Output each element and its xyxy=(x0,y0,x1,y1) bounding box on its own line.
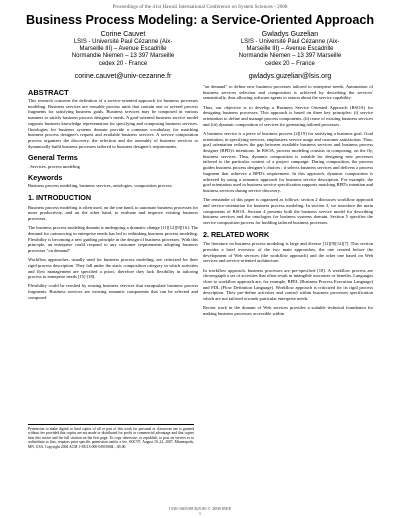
general-terms-text: . Services, process modeling xyxy=(28,163,80,169)
abstract-heading: ABSTRACT xyxy=(28,88,69,97)
paper-title: Business Process Modeling: a Service-Oriented Approach xyxy=(25,13,375,27)
author-affiliation-line: Marseille III) – Avenue Escadrille xyxy=(246,46,334,53)
introduction-heading: 1. INTRODUCTION xyxy=(28,192,92,202)
isbn-line: 1530-1605/08 $25.00 © 2008 IEEE xyxy=(168,506,232,511)
author-block xyxy=(48,31,198,81)
body-paragraph: Recent work in the domain of Web services provides a suitable technical foundation for making business processes accessible within xyxy=(203,305,373,316)
author-affiliation-line: LSIS - Université Paul Cézanne (Aix- xyxy=(240,39,340,45)
proceedings-header: Proceedings of the 41st Hawaii International Conference on System Sciences - 2008 xyxy=(112,4,288,10)
left-column xyxy=(28,88,198,304)
copyright-notice: Permission to make digital or hard copies of all or part of this work for personal or classroom use is granted without fee provided that copies are not made or distributed for profit or commercial advantage and that copies bear this notice and the full citation on the first page. To copy otherwise, or republish, to post on servers or to redistribute to lists, requires prior specific permission and/or a fee. SOC'07, August 19–22, 2007, Minneapolis, MN, USA. Copyright 2004 ACM 1-58113-000-0/00/0004…$5.00. xyxy=(28,424,194,449)
keywords-heading: Keywords xyxy=(28,172,63,182)
body-paragraph: A business service is a piece of business process [2][19] for satisfying a business goal. Goal orientation, in specifying services, emphasizes service usage and customer satisfaction. Thus, goal orientation reduces the gap between available business services and business process designer (BPD)'s intentions. In BSOA, process modeling consists in composing, on the fly, business services. Thus, dynamic composition is suitable for designing new processes tailored to the particular context of a project campaign. During composition, the process guides business process designer's choices ; it selects business services and delivers a process fragment that achieves a BPD's requirement. In this approach, dynamic composition is achieved by using a semantic approach for business service description. For example, the goal orientation used in business service specification supports matching BPD's intention and business services during service discovery. xyxy=(203,130,373,193)
author-affiliation-line: LSIS - Université Paul Cézanne (Aix- xyxy=(73,39,173,45)
page-number: 1 xyxy=(198,511,202,516)
introduction-paragraph: The business process modeling domain is undergoing a dramatic change [11][12][9][16]. The demand for outsourcing in enterprise needs has led to rethinking business process modeling. Flexibility is becoming a new guiding principle in the design of business processes. With this principle, an enterprise could respond to any customer requirements adopting business processes "on demand". xyxy=(28,225,198,253)
author-block xyxy=(215,31,365,81)
author-email[interactable]: gwladys.guzelian@lsis.org xyxy=(248,72,332,80)
general-terms-heading: General Terms xyxy=(28,153,78,163)
introduction-paragraph: Workflow approaches, usually used for business process modeling, are criticized for their rigid process description. They fall under the static composition category in which activities and flow management are specified a priori, therefore they lack flexibility in tailoring process to enterprise needs [15] [18]. xyxy=(28,257,198,280)
page-footer xyxy=(0,506,400,516)
author-affiliation-line: cedex 20 - France xyxy=(98,60,148,67)
body-paragraph: The remainder of this paper is organized as follows: section 2 discusses workflow approach and service-orientation for business process modeling. In section 3, we introduce the main components of BSOA. Section 4 presents both the business service model for describing business services and the ontologies for business systems domain. Section 5 specifies the service composition process for building tailored business processes. xyxy=(203,197,373,225)
abstract-text: This research concerns the definition of a service-oriented approach for business processes modeling. Business services are reusable process units that contain one or several process fragments for satisfying business goals. Business services may be composed in various manners to satisfy business process designer's needs. A goal-oriented business service model supports business knowledge representation for specifying and composing business services. Ontologies for business systems domain provide a common vocabulary for matching business process designer's request and available business services. A service composition process organizes the discovery, the selection and the assembly of business services to dynamically build business processes tailored to business designer's requirements. xyxy=(28,98,198,149)
introduction-paragraph: Flexibility could be reached by reusing business services that encapsulate business process fragments. Business services are existing semantic components that can be selected and composed xyxy=(28,283,198,300)
author-affiliation-line: cedex 20 – France xyxy=(265,60,315,67)
author-name: Corine Cauvet xyxy=(100,31,146,38)
body-paragraph: "on demand" to define new business processes tailored to enterprise needs. Automation of business services selection and composition is achieved by describing the services' semantically, thus allowing software agents to reason about the service capability. xyxy=(203,84,373,101)
body-paragraph: In workflow approach, business processes are pre-specified [18]. A workflow process are choreograph a set of activities that often result in intangible outcomes or benefits. Languages close to workflow approach are, for example, BPEL (Business Process Execution Language) and PDL (Flow Definition Language). Workflow approach is criticized for its rigid process description. They pre-define activities and control within business processes specification which are not tailored towards particular enterprise needs. xyxy=(203,267,373,302)
introduction-paragraph: Business process modeling is often used, on the one hand, to automate business processes for more productivity, and on the other hand, to evaluate and improve existing business processes. xyxy=(28,204,198,221)
author-affiliation-line: Marseille III) – Avenue Escadrille xyxy=(79,46,167,53)
right-column xyxy=(203,84,373,320)
body-paragraph: The literature on business process modeling is large and diverse [11][9][12][7]. This section provides a brief overview of the two main approaches, the one created before the development of Web services (the workflow approach) and the other one based on Web services and service-oriented architecture. xyxy=(203,241,373,264)
related-work-heading: 2. RELATED WORK xyxy=(203,229,270,239)
keywords-text: Business process modeling, business services, ontologies, composition process. xyxy=(28,183,173,189)
author-name: Gwladys Guzelian xyxy=(261,31,319,38)
body-paragraph: Thus, our objective is to develop a Business Service Oriented Approach (BSOA) for designing business processes. This approach is based on three key principles: (i) service orientation to define and manage process components, (ii) reuse of existing business services and (iii) dynamic composition of services for generating tailored processes. xyxy=(203,104,373,127)
author-email[interactable]: corine.cauvet@univ-cezanne.fr xyxy=(74,72,172,80)
author-affiliation-line: Normandie Niemen – 13 397 Marseille xyxy=(71,53,175,60)
author-affiliation-line: Normandie Niemen – 13 397 Marseille xyxy=(238,53,342,60)
